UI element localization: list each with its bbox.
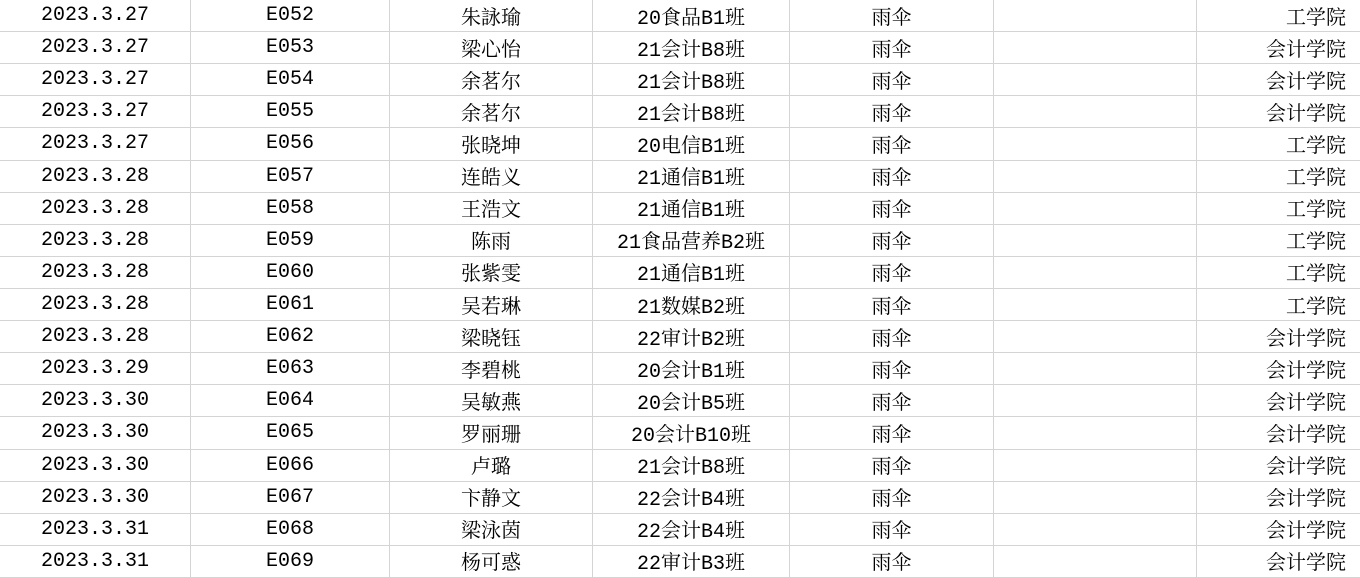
cell-college[interactable]: 会计学院 [1266, 424, 1346, 448]
cell-date[interactable]: 2023.3.27 [0, 96, 191, 127]
cell-date[interactable]: 2023.3.30 [0, 482, 191, 513]
cell-empty[interactable] [994, 128, 1197, 159]
cell-empty[interactable] [994, 32, 1197, 63]
table-row [0, 546, 1360, 578]
cell-student_name[interactable]: 连皓义 [390, 161, 593, 192]
cell-college[interactable]: 工学院 [1286, 7, 1346, 31]
table-row [0, 385, 1360, 417]
cell-college[interactable]: 会计学院 [1266, 553, 1346, 577]
cell-student_name[interactable]: 卢璐 [390, 450, 593, 481]
cell-college[interactable]: 会计学院 [1266, 71, 1346, 95]
table-row [0, 96, 1360, 128]
cell-item[interactable]: 雨伞 [790, 417, 994, 448]
cell-college[interactable]: 会计学院 [1266, 392, 1346, 416]
cell-code[interactable]: E058 [191, 193, 390, 224]
cell-class_name[interactable]: 22会计B4班 [593, 482, 790, 513]
table-row [0, 482, 1360, 514]
cell-item[interactable]: 雨伞 [790, 450, 994, 481]
cell-empty[interactable] [994, 353, 1197, 384]
cell-item[interactable]: 雨伞 [790, 225, 994, 256]
cell-date[interactable]: 2023.3.28 [0, 321, 191, 352]
cell-code[interactable]: E054 [191, 64, 390, 95]
cell-item[interactable]: 雨伞 [790, 321, 994, 352]
cell-empty[interactable] [994, 225, 1197, 256]
cell-date[interactable]: 2023.3.31 [0, 546, 191, 577]
cell-class_name[interactable]: 20会计B5班 [593, 385, 790, 416]
cell-item[interactable]: 雨伞 [790, 482, 994, 513]
cell-date[interactable]: 2023.3.30 [0, 450, 191, 481]
cell-item[interactable]: 雨伞 [790, 161, 994, 192]
cell-empty[interactable] [994, 514, 1197, 545]
cell-student_name[interactable]: 张紫雯 [390, 257, 593, 288]
cell-college[interactable]: 会计学院 [1266, 103, 1346, 127]
cell-code[interactable]: E068 [191, 514, 390, 545]
cell-class_name[interactable]: 22审计B3班 [593, 546, 790, 577]
cell-code[interactable]: E067 [191, 482, 390, 513]
cell-student_name[interactable]: 梁泳茵 [390, 514, 593, 545]
table-row [0, 128, 1360, 160]
cell-student_name[interactable]: 梁心怡 [390, 32, 593, 63]
cell-college[interactable]: 会计学院 [1266, 457, 1346, 481]
cell-code[interactable]: E065 [191, 417, 390, 448]
cell-empty[interactable] [994, 385, 1197, 416]
cell-empty[interactable] [994, 64, 1197, 95]
cell-empty[interactable] [994, 96, 1197, 127]
cell-empty[interactable] [994, 450, 1197, 481]
cell-class_name[interactable]: 20食品B1班 [593, 0, 790, 31]
cell-code[interactable]: E069 [191, 546, 390, 577]
cell-college[interactable]: 会计学院 [1266, 360, 1346, 384]
table-row [0, 32, 1360, 64]
table-row [0, 193, 1360, 225]
cell-code[interactable]: E056 [191, 128, 390, 159]
cell-item[interactable]: 雨伞 [790, 0, 994, 31]
cell-college[interactable]: 会计学院 [1266, 521, 1346, 545]
cell-empty[interactable] [994, 546, 1197, 577]
cell-item[interactable]: 雨伞 [790, 257, 994, 288]
cell-class_name[interactable]: 20会计B1班 [593, 353, 790, 384]
cell-empty[interactable] [994, 321, 1197, 352]
table-row [0, 514, 1360, 546]
cell-date[interactable]: 2023.3.30 [0, 385, 191, 416]
cell-empty[interactable] [994, 257, 1197, 288]
cell-date[interactable]: 2023.3.28 [0, 225, 191, 256]
cell-class_name[interactable]: 21会计B8班 [593, 450, 790, 481]
cell-college[interactable]: 会计学院 [1266, 39, 1346, 63]
table-row [0, 64, 1360, 96]
cell-date[interactable]: 2023.3.28 [0, 193, 191, 224]
cell-college[interactable]: 工学院 [1286, 296, 1346, 320]
cell-empty[interactable] [994, 193, 1197, 224]
cell-item[interactable]: 雨伞 [790, 128, 994, 159]
cell-student_name[interactable]: 陈雨 [390, 225, 593, 256]
table-row [0, 0, 1360, 32]
cell-student_name[interactable]: 罗丽珊 [390, 417, 593, 448]
cell-class_name[interactable]: 21通信B1班 [593, 161, 790, 192]
cell-class_name[interactable]: 21会计B8班 [593, 32, 790, 63]
cell-item[interactable]: 雨伞 [790, 289, 994, 320]
cell-code[interactable]: E064 [191, 385, 390, 416]
cell-date[interactable]: 2023.3.27 [0, 32, 191, 63]
cell-college[interactable]: 工学院 [1286, 232, 1346, 256]
cell-student_name[interactable]: 梁晓钰 [390, 321, 593, 352]
cell-date[interactable]: 2023.3.28 [0, 289, 191, 320]
cell-empty[interactable] [994, 289, 1197, 320]
cell-item[interactable]: 雨伞 [790, 32, 994, 63]
cell-date[interactable]: 2023.3.27 [0, 64, 191, 95]
cell-college[interactable]: 工学院 [1286, 135, 1346, 159]
cell-date[interactable]: 2023.3.29 [0, 353, 191, 384]
cell-student_name[interactable]: 吴若琳 [390, 289, 593, 320]
cell-code[interactable]: E053 [191, 32, 390, 63]
cell-college[interactable]: 会计学院 [1266, 328, 1346, 352]
table-row [0, 450, 1360, 482]
table-row [0, 353, 1360, 385]
cell-item[interactable]: 雨伞 [790, 353, 994, 384]
cell-code[interactable]: E055 [191, 96, 390, 127]
cell-item[interactable]: 雨伞 [790, 514, 994, 545]
cell-student_name[interactable]: 张晓坤 [390, 128, 593, 159]
cell-student_name[interactable]: 卞静文 [390, 482, 593, 513]
cell-date[interactable]: 2023.3.27 [0, 128, 191, 159]
cell-date[interactable]: 2023.3.28 [0, 257, 191, 288]
cell-date[interactable]: 2023.3.28 [0, 161, 191, 192]
table-row [0, 321, 1360, 353]
cell-code[interactable]: E061 [191, 289, 390, 320]
cell-college[interactable]: 会计学院 [1266, 489, 1346, 513]
cell-code[interactable]: E052 [191, 0, 390, 31]
cell-student_name[interactable]: 朱詠瑜 [390, 0, 593, 31]
cell-college[interactable]: 工学院 [1286, 200, 1346, 224]
cell-class_name[interactable]: 21通信B1班 [593, 257, 790, 288]
cell-item[interactable]: 雨伞 [790, 193, 994, 224]
cell-class_name[interactable]: 21通信B1班 [593, 193, 790, 224]
table-row [0, 417, 1360, 449]
cell-student_name[interactable]: 王浩文 [390, 193, 593, 224]
cell-code[interactable]: E062 [191, 321, 390, 352]
cell-empty[interactable] [994, 0, 1197, 31]
table-row [0, 161, 1360, 193]
cell-code[interactable]: E060 [191, 257, 390, 288]
cell-empty[interactable] [994, 482, 1197, 513]
cell-date[interactable]: 2023.3.30 [0, 417, 191, 448]
cell-student_name[interactable]: 吴敏燕 [390, 385, 593, 416]
cell-empty[interactable] [994, 417, 1197, 448]
cell-class_name[interactable]: 22审计B2班 [593, 321, 790, 352]
cell-college[interactable]: 工学院 [1286, 264, 1346, 288]
cell-student_name[interactable]: 余茗尔 [390, 96, 593, 127]
cell-student_name[interactable]: 李碧桃 [390, 353, 593, 384]
cell-code[interactable]: E063 [191, 353, 390, 384]
cell-class_name[interactable]: 21数媒B2班 [593, 289, 790, 320]
cell-class_name[interactable]: 20会计B10班 [593, 417, 790, 448]
cell-class_name[interactable]: 21会计B8班 [593, 64, 790, 95]
cell-student_name[interactable]: 余茗尔 [390, 64, 593, 95]
cell-item[interactable]: 雨伞 [790, 546, 994, 577]
cell-college[interactable]: 工学院 [1286, 168, 1346, 192]
cell-class_name[interactable]: 21会计B8班 [593, 96, 790, 127]
table-row [0, 257, 1360, 289]
cell-code[interactable]: E059 [191, 225, 390, 256]
table-row [0, 225, 1360, 257]
cell-date[interactable]: 2023.3.27 [0, 0, 191, 31]
cell-code[interactable]: E057 [191, 161, 390, 192]
cell-class_name[interactable]: 22会计B4班 [593, 514, 790, 545]
cell-empty[interactable] [994, 161, 1197, 192]
cell-date[interactable]: 2023.3.31 [0, 514, 191, 545]
cell-item[interactable]: 雨伞 [790, 96, 994, 127]
cell-class_name[interactable]: 20电信B1班 [593, 128, 790, 159]
cell-item[interactable]: 雨伞 [790, 64, 994, 95]
cell-item[interactable]: 雨伞 [790, 385, 994, 416]
cell-student_name[interactable]: 杨可惑 [390, 546, 593, 577]
cell-class_name[interactable]: 21食品营养B2班 [593, 225, 790, 256]
table-row [0, 289, 1360, 321]
cell-code[interactable]: E066 [191, 450, 390, 481]
